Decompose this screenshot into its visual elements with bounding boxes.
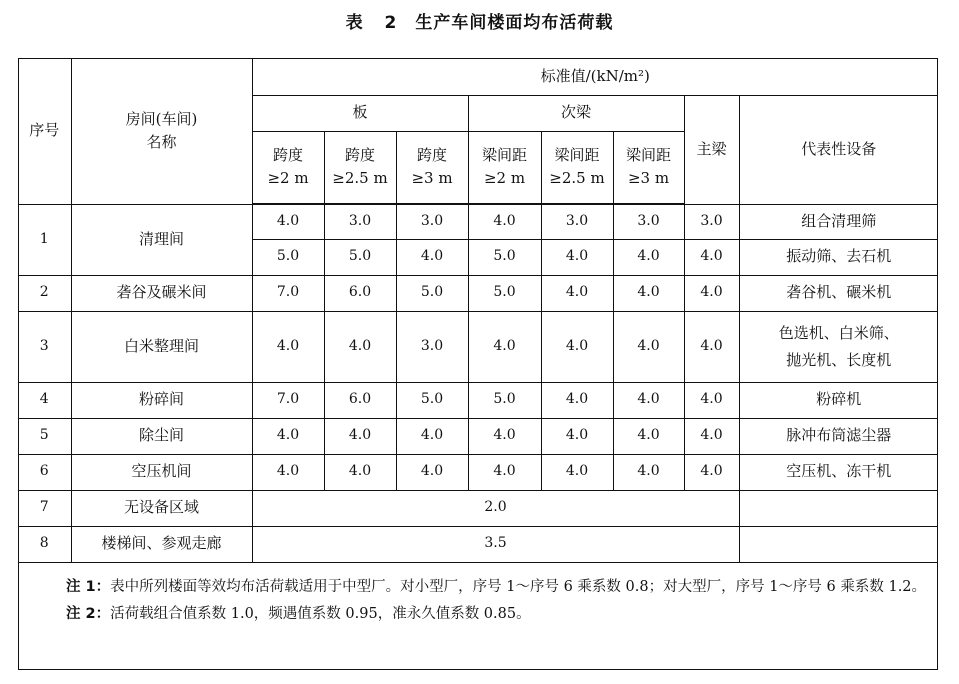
cell-room: 无设备区域 xyxy=(71,490,252,526)
cell-equipment: 振动筛、去石机 xyxy=(739,239,938,275)
cell-value: 4.0 xyxy=(613,382,684,418)
cell-value: 4.0 xyxy=(684,454,739,490)
note-label: 注 1： xyxy=(66,579,111,595)
header-slab: 板 xyxy=(252,95,468,131)
cell-seq: 1 xyxy=(18,204,71,275)
cell-equipment-empty xyxy=(739,490,938,526)
load-table xyxy=(18,58,938,563)
cell-value: 4.0 xyxy=(396,418,468,454)
note-label: 注 2： xyxy=(66,606,111,622)
cell-value: 4.0 xyxy=(541,454,613,490)
cell-value: 4.0 xyxy=(684,382,739,418)
note-1 xyxy=(66,574,928,601)
cell-equipment: 组合清理筛 xyxy=(739,204,938,239)
cell-value: 3.0 xyxy=(684,204,739,239)
header-sub-cell: 梁间距 ≥3 m xyxy=(613,131,684,204)
cell-seq: 2 xyxy=(18,275,71,311)
header-main-beam: 主梁 xyxy=(684,95,739,204)
header-sub-cell: 梁间距 ≥2.5 m xyxy=(541,131,613,204)
cell-room: 楼梯间、参观走廊 xyxy=(71,526,252,562)
cell-value: 4.0 xyxy=(324,454,396,490)
cell-value: 3.0 xyxy=(324,204,396,239)
cell-value: 4.0 xyxy=(684,275,739,311)
note-2 xyxy=(66,601,928,628)
cell-value: 4.0 xyxy=(468,204,541,239)
cell-value: 4.0 xyxy=(541,239,613,275)
cell-room: 清理间 xyxy=(71,204,252,275)
table-notes xyxy=(66,574,928,628)
cell-value: 4.0 xyxy=(613,418,684,454)
cell-equipment-empty xyxy=(739,526,938,562)
cell-seq: 7 xyxy=(18,490,71,526)
cell-room: 空压机间 xyxy=(71,454,252,490)
cell-value: 4.0 xyxy=(396,239,468,275)
cell-room: 白米整理间 xyxy=(71,311,252,382)
cell-value: 6.0 xyxy=(324,275,396,311)
note-text: 表中所列楼面等效均布活荷载适用于中型厂。对小型厂，序号 1～序号 6 乘系数 0.8；对大型厂，序号 1～序号 6 乘系数 1.2。 xyxy=(110,579,927,595)
cell-value: 4.0 xyxy=(468,454,541,490)
cell-value: 4.0 xyxy=(613,275,684,311)
header-room: 房间(车间) 名称 xyxy=(71,58,252,204)
header-sub-cell: 跨度 ≥2.5 m xyxy=(324,131,396,204)
cell-value: 4.0 xyxy=(541,311,613,382)
cell-value: 4.0 xyxy=(396,454,468,490)
cell-value: 7.0 xyxy=(252,275,324,311)
cell-seq: 6 xyxy=(18,454,71,490)
cell-value: 7.0 xyxy=(252,382,324,418)
cell-value: 5.0 xyxy=(468,382,541,418)
cell-room: 砻谷及碾米间 xyxy=(71,275,252,311)
cell-value: 5.0 xyxy=(468,239,541,275)
cell-seq: 8 xyxy=(18,526,71,562)
cell-value: 3.0 xyxy=(613,204,684,239)
cell-value: 4.0 xyxy=(468,311,541,382)
cell-merged-value: 3.5 xyxy=(252,526,739,562)
cell-value: 4.0 xyxy=(541,275,613,311)
header-sub-cell: 跨度 ≥3 m xyxy=(396,131,468,204)
cell-value: 4.0 xyxy=(541,382,613,418)
cell-equipment: 空压机、冻干机 xyxy=(739,454,938,490)
header-sub-cell: 梁间距 ≥2 m xyxy=(468,131,541,204)
header-beam: 次梁 xyxy=(468,95,684,131)
cell-seq: 4 xyxy=(18,382,71,418)
cell-value: 4.0 xyxy=(468,418,541,454)
cell-value: 3.0 xyxy=(396,311,468,382)
cell-room: 除尘间 xyxy=(71,418,252,454)
cell-value: 4.0 xyxy=(252,454,324,490)
cell-value: 4.0 xyxy=(324,418,396,454)
note-text: 活荷载组合值系数 1.0，频遇值系数 0.95，准永久值系数 0.85。 xyxy=(110,606,531,622)
table-title: 表 2 生产车间楼面均布活荷载 xyxy=(345,13,614,33)
header-standard: 标准值/(kN/m²) xyxy=(252,58,938,95)
cell-value: 4.0 xyxy=(252,204,324,239)
cell-merged-value: 2.0 xyxy=(252,490,739,526)
cell-value: 5.0 xyxy=(396,382,468,418)
cell-value: 4.0 xyxy=(684,311,739,382)
header-sub-cell: 跨度 ≥2 m xyxy=(252,131,324,204)
header-equipment: 代表性设备 xyxy=(739,95,938,204)
cell-value: 6.0 xyxy=(324,382,396,418)
cell-equipment: 色选机、白米筛、 抛光机、长度机 xyxy=(739,311,938,382)
cell-room: 粉碎间 xyxy=(71,382,252,418)
cell-value: 4.0 xyxy=(252,418,324,454)
cell-value: 4.0 xyxy=(252,311,324,382)
cell-value: 4.0 xyxy=(613,454,684,490)
cell-value: 5.0 xyxy=(252,239,324,275)
cell-value: 3.0 xyxy=(396,204,468,239)
cell-equipment: 粉碎机 xyxy=(739,382,938,418)
cell-value: 4.0 xyxy=(613,311,684,382)
cell-value: 5.0 xyxy=(396,275,468,311)
cell-value: 5.0 xyxy=(324,239,396,275)
cell-value: 4.0 xyxy=(541,418,613,454)
cell-value: 3.0 xyxy=(541,204,613,239)
cell-seq: 3 xyxy=(18,311,71,382)
cell-value: 5.0 xyxy=(468,275,541,311)
cell-value: 4.0 xyxy=(684,239,739,275)
cell-equipment: 砻谷机、碾米机 xyxy=(739,275,938,311)
cell-equipment: 脉冲布筒滤尘器 xyxy=(739,418,938,454)
cell-value: 4.0 xyxy=(324,311,396,382)
cell-value: 4.0 xyxy=(684,418,739,454)
cell-seq: 5 xyxy=(18,418,71,454)
header-seq: 序号 xyxy=(18,58,71,204)
cell-value: 4.0 xyxy=(613,239,684,275)
